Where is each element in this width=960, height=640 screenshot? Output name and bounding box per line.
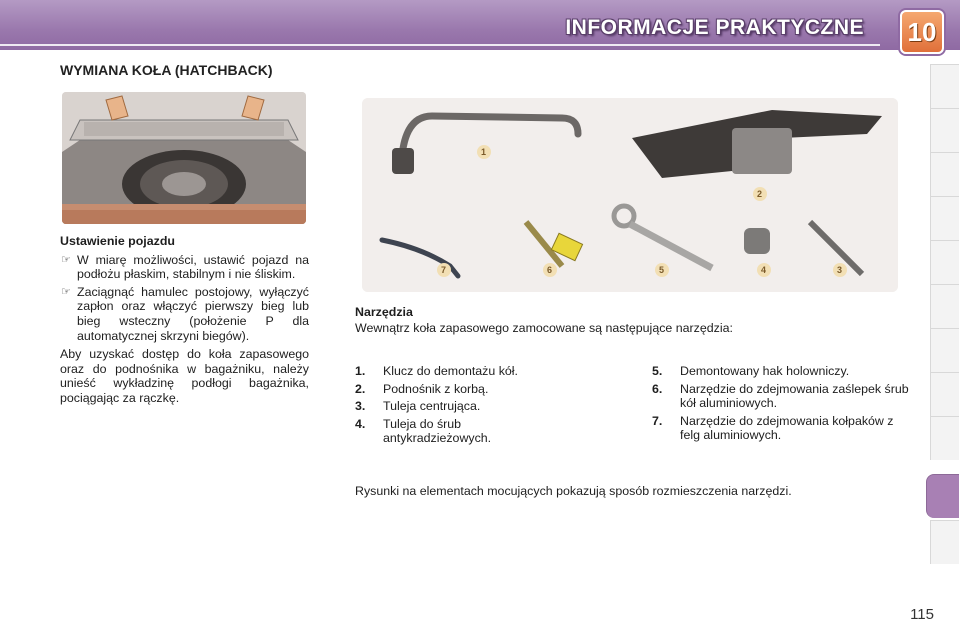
- tools-heading: Narzędzia: [355, 305, 413, 319]
- chapter-tab[interactable]: [930, 64, 959, 108]
- drawing-footnote: Rysunki na elementach mocujących pokazują sposób rozmieszczenia narzędzi.: [355, 484, 792, 498]
- list-item: 7. Narzędzie do zdejmowania kołpaków z felg aluminiowych.: [652, 413, 894, 443]
- list-item: 3. Tuleja centrująca.: [355, 399, 481, 414]
- tools-list-left: [355, 364, 605, 449]
- chapter-tab[interactable]: [930, 196, 959, 240]
- chapter-tab-active[interactable]: [926, 474, 959, 518]
- list-item: 6. Narzędzie do zdejmowania zaślepek śrub kół aluminiowych.: [652, 381, 909, 411]
- list-item: 2. Podnośnik z korbą.: [355, 381, 489, 396]
- tools-list-right: [652, 364, 912, 446]
- tools-illustration: [362, 98, 898, 292]
- pointing-hand-icon: ☞: [61, 285, 71, 298]
- svg-text:6: 6: [547, 265, 553, 275]
- chapter-number-badge: 10: [900, 10, 944, 54]
- list-item: 4. Tuleja do śrub antykradzieżowych.: [355, 416, 492, 446]
- chapter-tab[interactable]: [930, 416, 959, 460]
- chapter-tab[interactable]: [930, 152, 959, 196]
- chapter-tab-strip: [928, 64, 960, 574]
- list-item: 1. Klucz do demontażu kół.: [355, 364, 518, 378]
- header-divider: [0, 44, 880, 46]
- chapter-tab[interactable]: [930, 108, 959, 152]
- svg-text:3: 3: [837, 265, 843, 275]
- svg-text:7: 7: [441, 265, 447, 275]
- svg-text:4: 4: [761, 265, 767, 275]
- vehicle-positioning-section: [60, 234, 309, 406]
- chapter-title: INFORMACJE PRAKTYCZNE: [565, 16, 864, 39]
- bullet-text: W miarę możliwości, ustawić pojazd na podłożu płaskim, stabilnym i nie śliskim.: [77, 252, 309, 282]
- bullet-item: [60, 285, 309, 343]
- chapter-tab[interactable]: [930, 520, 959, 564]
- svg-text:1: 1: [481, 147, 487, 157]
- wheel-brace-icon: [392, 148, 414, 174]
- page-number: 115: [910, 606, 934, 623]
- chapter-tab[interactable]: [930, 372, 959, 416]
- chapter-tab[interactable]: [930, 284, 959, 328]
- section-title: WYMIANA KOŁA (HATCHBACK): [60, 62, 273, 78]
- chapter-tab[interactable]: [930, 240, 959, 284]
- access-paragraph: Aby uzyskać dostęp do koła zapasowego oraz do podnośnika w bagażniku, należy unieść wykładzinę podłogi bagażnika, pociągając za rączkę.: [60, 347, 309, 405]
- bullet-text: Zaciągnąć hamulec postojowy, wyłączyć zapłon oraz włączyć pierwszy bieg lub bieg wsteczny (położenie P dla automatycznej skrzyni biegów).: [77, 284, 309, 343]
- pointing-hand-icon: ☞: [61, 253, 71, 266]
- bullet-item: [60, 253, 309, 282]
- svg-text:5: 5: [659, 265, 665, 275]
- trunk-spare-wheel-photo: [62, 92, 306, 224]
- vehicle-heading: Ustawienie pojazdu: [60, 234, 175, 248]
- tools-intro: Wewnątrz koła zapasowego zamocowane są następujące narzędzia:: [355, 321, 733, 335]
- chapter-tab[interactable]: [930, 328, 959, 372]
- svg-text:2: 2: [757, 189, 763, 199]
- list-item: 5. Demontowany hak holowniczy.: [652, 364, 850, 378]
